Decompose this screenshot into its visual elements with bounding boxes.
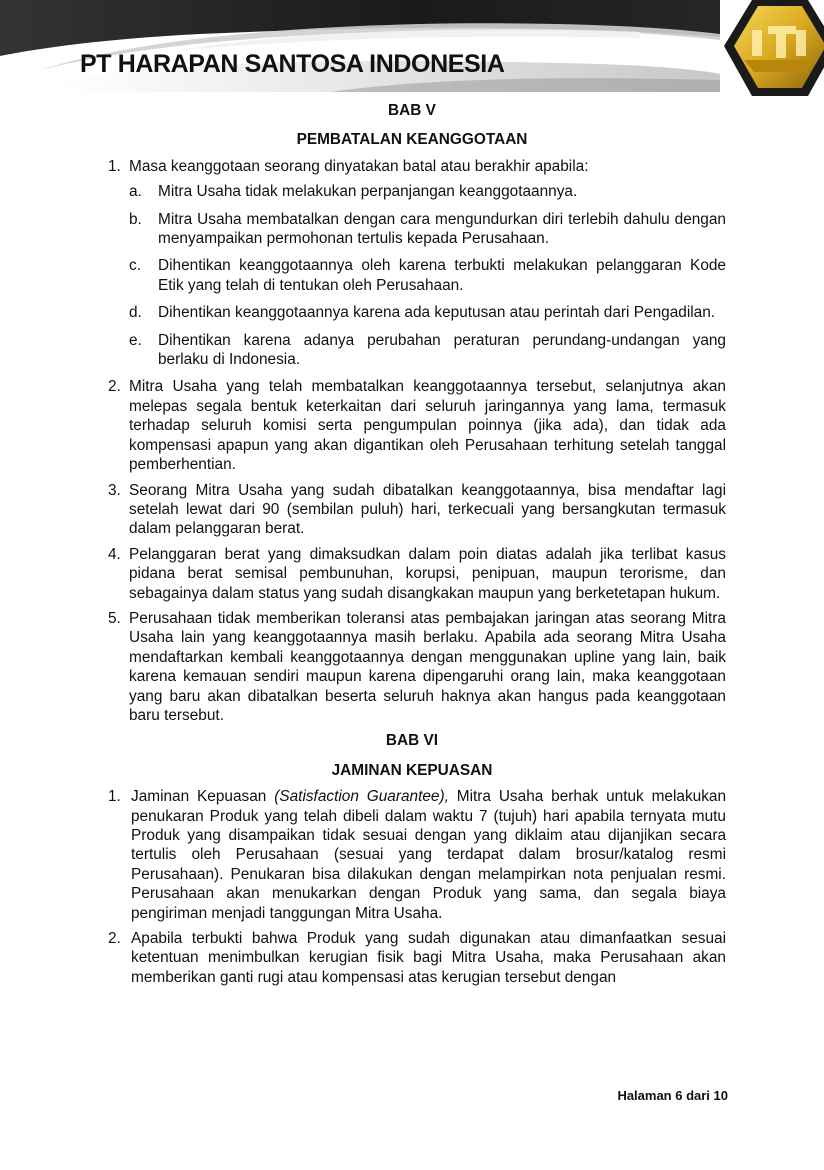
list-marker: 2.	[108, 930, 121, 948]
list-marker: 1.	[108, 788, 121, 806]
list-item	[0, 157, 824, 370]
list-marker: 2.	[108, 378, 121, 396]
list-marker: 5.	[108, 609, 121, 627]
list-item-text: Mitra Usaha yang telah membatalkan keanggotaannya tersebut, selanjutnya akan melepas segala bentuk keterkaitan dari seluruh jaringannya yang lama, termasuk terhadap seluruh komisi serta pengumpulan poinnya (jika ada), dan tidak ada kompensasi apapun yang akan digantikan oleh Perusahaan terhitung setelah tanggal pemberhentian.	[129, 378, 726, 474]
sub-list-item	[129, 331, 726, 370]
sub-list-item	[129, 256, 726, 295]
list-item	[0, 787, 824, 923]
sub-list-text: Dihentikan keanggotaannya oleh karena terbukti melakukan pelanggaran Kode Etik yang telah di tentukan oleh Perusahaan.	[158, 257, 726, 294]
list-item	[0, 377, 824, 474]
list-marker: 3.	[108, 481, 121, 499]
sub-list-item	[129, 303, 726, 322]
list-item-text: Masa keanggotaan seorang dinyatakan batal atau berakhir apabila:	[129, 157, 589, 175]
list-item	[0, 481, 824, 539]
italic-term: (Satisfaction Guarantee),	[274, 788, 449, 806]
sub-list-text: Mitra Usaha tidak melakukan perpanjangan keanggotaannya.	[158, 183, 578, 201]
text-segment: Jaminan Kepuasan	[131, 788, 275, 806]
sub-list-marker: a.	[129, 183, 142, 201]
bab-6-section	[0, 731, 824, 987]
numbered-list	[0, 157, 824, 726]
sub-list-item	[129, 210, 726, 249]
sub-list-marker: e.	[129, 331, 142, 349]
chapter-heading: BAB VI	[385, 732, 439, 750]
chapter-heading: BAB V	[388, 102, 436, 119]
page-header	[0, 0, 824, 100]
list-marker: 4.	[108, 545, 121, 563]
list-item-text: Pelanggaran berat yang dimaksudkan dalam poin diatas adalah jika terlibat kasus pidana berat semisal pembunuhan, korupsi, penipuan, maupun terorisme, dan sebagainya dalam status yang sudah disangkakan maupun yang berketetapan hukum.	[129, 545, 726, 602]
sub-list-text: Mitra Usaha membatalkan dengan cara mengundurkan diri terlebih dahulu dengan menyampaikan permohonan tertulis kepada Perusahaan.	[158, 210, 726, 248]
list-item-text	[131, 787, 726, 923]
list-marker: 1.	[108, 157, 121, 175]
list-item	[0, 545, 824, 603]
sub-list-marker: c.	[129, 257, 141, 275]
sub-list-marker: d.	[129, 304, 142, 322]
chapter-title: PEMBATALAN KEANGGOTAAN	[296, 131, 528, 149]
company-name: PT HARAPAN SANTOSA INDONESIA	[80, 50, 505, 78]
list-item-text: Perusahaan tidak memberikan toleransi atas pembajakan jaringan atas seorang Mitra Usaha lain yang keanggotaannya masih berlaku. Apabila ada seorang Mitra Usaha mendaftarkan kembali keanggotaannya dengan menggunakan upline yang lain, baik karena kemauan sendiri maupun karena dipengaruhi orang lain, maka keanggotaan yang baru akan dibatalkan beserta seluruh haknya akan hangus pada keanggotaan baru tersebut.	[129, 609, 726, 724]
chapter-title: JAMINAN KEPUASAN	[331, 761, 493, 779]
sub-list	[129, 182, 726, 369]
numbered-list	[0, 787, 824, 987]
list-item-text: Seorang Mitra Usaha yang sudah dibatalkan keanggotaannya, bisa mendaftar lagi setelah lewat dari 90 (sembilan puluh) hari, terkecuali yang bersangkutan termasuk dalam pelanggaran berat.	[129, 481, 726, 538]
sub-list-item	[129, 182, 726, 201]
page-number: Halaman 6 dari 10	[617, 1088, 728, 1103]
document-body	[0, 101, 824, 993]
list-item	[0, 929, 824, 987]
list-item	[0, 609, 824, 725]
bab-5-section	[0, 101, 824, 725]
text-segment: Mitra Usaha berhak untuk melakukan penukaran Produk yang telah dibeli dalam waktu 7 (tujuh) hari apabila ternyata mutu Produk yang disampaikan tidak sesuai dengan yang diklaim atau dijanjikan secara tertulis oleh Perusahaan (sesuai yang terdapat dalam brosur/katalog resmi Perusahaan). Penukaran bisa dilakukan dengan melampirkan nota penjualan resmi. Perusahaan akan menukarkan dengan Produk yang sama, dan segala biaya pengiriman menjadi tanggungan Mitra Usaha.	[131, 788, 727, 922]
sub-list-text: Dihentikan keanggotaannya karena ada keputusan atau perintah dari Pengadilan.	[158, 304, 716, 322]
sub-list-marker: b.	[129, 210, 142, 228]
sub-list-text: Dihentikan karena adanya perubahan peraturan perundang-undangan yang berlaku di Indonesia.	[158, 331, 726, 369]
list-item-text: Apabila terbukti bahwa Produk yang sudah digunakan atau dimanfaatkan sesuai ketentuan menimbulkan kerugian fisik bagi Mitra Usaha, maka Perusahaan akan memberikan ganti rugi atau kompensasi atas kerugian tersebut dengan	[131, 930, 726, 986]
